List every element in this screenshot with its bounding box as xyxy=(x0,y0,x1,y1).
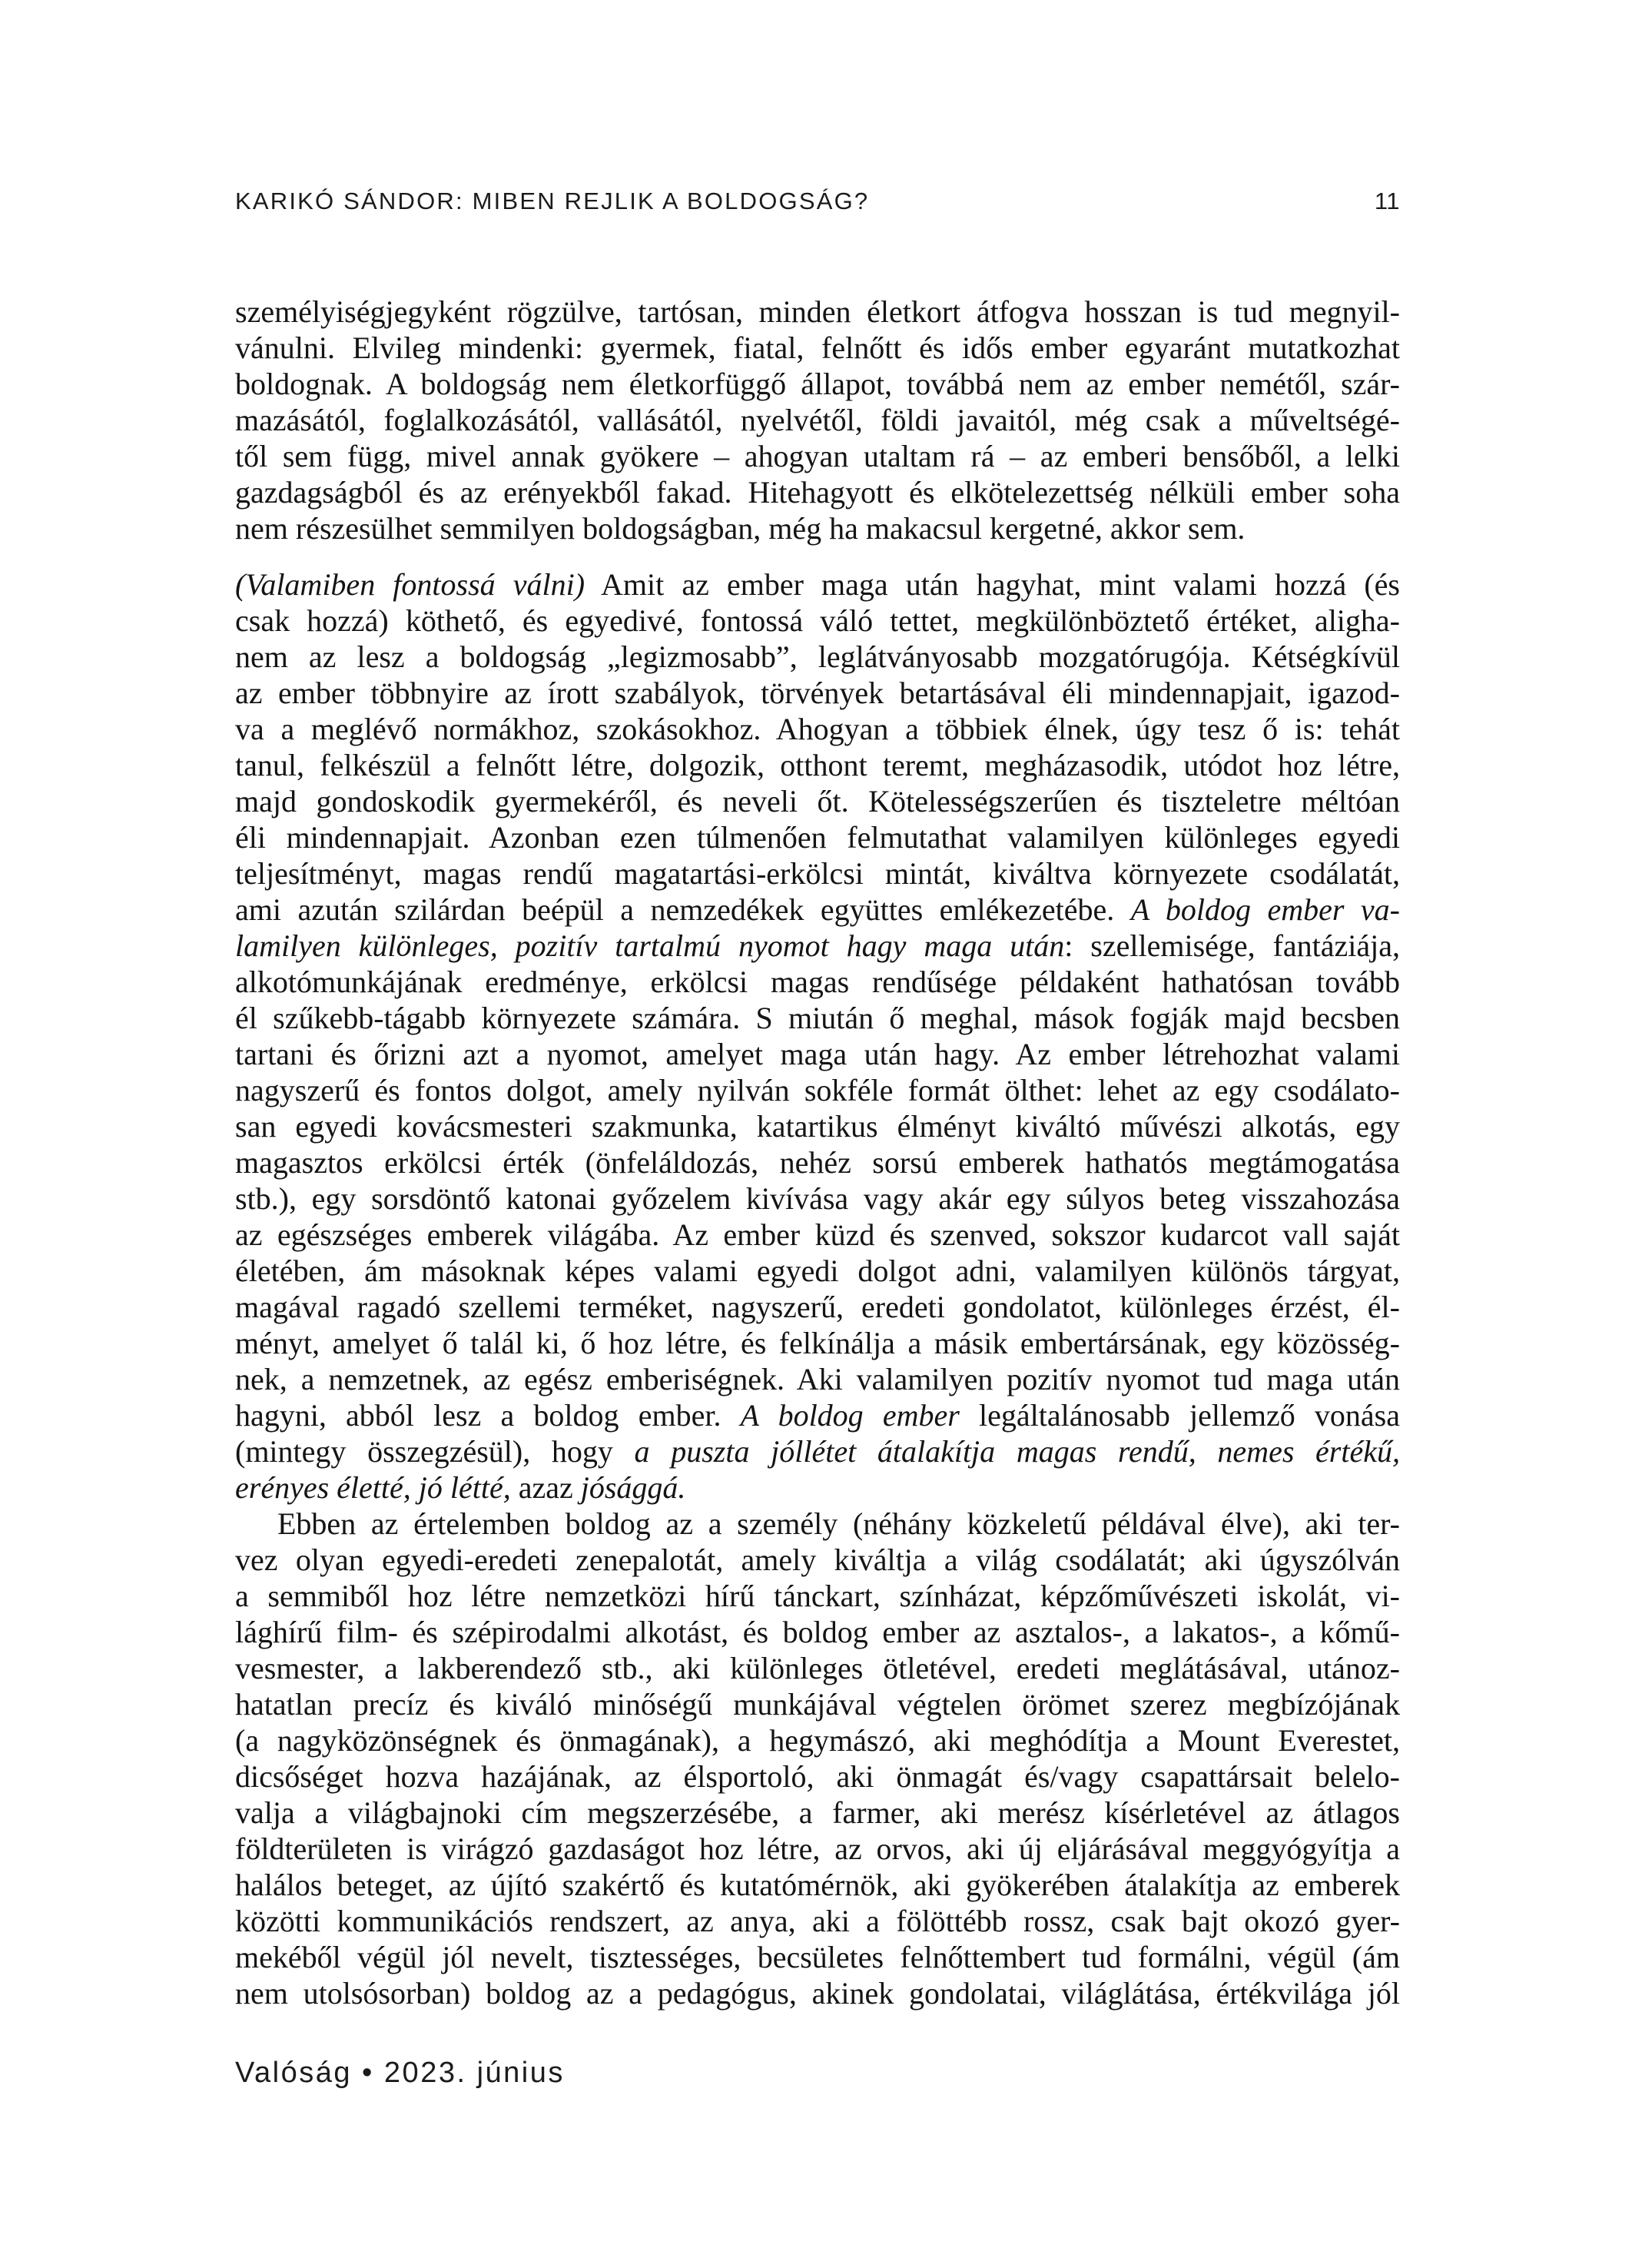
text-line: életében, ám másoknak képes valami egyedi dolgot adni, valamilyen különös tárgyat, xyxy=(235,1254,1400,1288)
text-line: erényes életté, jó létté, azaz jósággá. xyxy=(235,1470,686,1505)
header-title: KARIKÓ SÁNDOR: MIBEN REJLIK A BOLDOGSÁG? xyxy=(235,188,870,214)
page-number: 11 xyxy=(1374,188,1400,214)
text-line: (a nagyközönségnek és önmagának), a hegymászó, aki meghódítja a Mount Everestet, xyxy=(235,1723,1400,1758)
text-line: nagyszerű és fontos dolgot, amely nyilván sokféle formát ölthet: lehet az egy csodálato- xyxy=(235,1073,1400,1107)
text-line: gazdagságból és az erényekből fakad. Hitehagyott és elkötelezettség nélküli ember soha xyxy=(235,475,1400,510)
text-line: csak hozzá) köthető, és egyedivé, fontossá váló tettet, megkülönböztető értéket, aligha- xyxy=(235,603,1400,638)
text-line: va a meglévő normákhoz, szokásokhoz. Ahogyan a többiek élnek, úgy tesz ő is: tehát xyxy=(235,712,1400,746)
paragraph xyxy=(235,566,1400,1506)
text-line: nem az lesz a boldogság „legizmosabb”, leglátványosabb mozgatórugója. Kétségkívül xyxy=(235,639,1400,674)
text-line: valja a világbajnoki cím megszerzésébe, a farmer, aki merész kísérletével az átlagos xyxy=(235,1795,1400,1830)
text-line: magasztos erkölcsi érték (önfeláldozás, nehéz sorsú emberek hathatós megtámogatása xyxy=(235,1145,1400,1180)
footer-text: Valóság • 2023. június xyxy=(235,2057,565,2089)
text-line: nek, a nemzetnek, az egész emberiségnek. Aki valamilyen pozitív nyomot tud maga után xyxy=(235,1362,1400,1396)
text-line: tartani és őrizni azt a nyomot, amelyet maga után hagy. Az ember létrehozhat valami xyxy=(235,1037,1400,1071)
text-line: a semmiből hoz létre nemzetközi hírű tánckart, színházat, képzőművészeti iskolát, vi- xyxy=(235,1579,1400,1613)
text-line: stb.), egy sorsdöntő katonai győzelem kivívása vagy akár egy súlyos beteg visszahozása xyxy=(235,1181,1400,1216)
text-line: dicsőséget hozva hazájának, az élsportoló, aki önmagát és/vagy csapattársait belelo- xyxy=(235,1759,1400,1794)
text-line: lághírű film- és szépirodalmi alkotást, és boldog ember az asztalos-, a lakatos-, a kőmű- xyxy=(235,1615,1400,1649)
text-line: vánulni. Elvileg mindenki: gyermek, fiatal, felnőtt és idős ember egyaránt mutatkozhat xyxy=(235,330,1400,365)
text-line: él szűkebb-tágabb környezete számára. S miután ő meghal, mások fogják majd becsben xyxy=(235,1001,1400,1035)
paragraph xyxy=(235,1506,1400,2011)
text-line: tanul, felkészül a felnőtt létre, dolgozik, otthont teremt, megházasodik, utódot hoz létre, xyxy=(235,748,1400,782)
text-line: személyiségjegyként rögzülve, tartósan, minden életkort átfogva hosszan is tud megnyil- xyxy=(235,294,1400,329)
text-line: teljesítményt, magas rendű magatartási-erkölcsi mintát, kiváltva környezete csodálatát, xyxy=(235,856,1400,891)
text-line: az ember többnyire az írott szabályok, törvények betartásával éli mindennapjait, igazod- xyxy=(235,676,1400,710)
text-line: mekéből végül jól nevelt, tisztességes, becsületes felnőttembert tud formálni, végül (ám xyxy=(235,1940,1400,1974)
text-line: hagyni, abból lesz a boldog ember. A boldog ember legáltalánosabb jellemző vonása xyxy=(235,1398,1400,1433)
text-line: halálos beteget, az újító szakértő és kutatómérnök, aki gyökerében átalakítja az emberek xyxy=(235,1868,1400,1902)
text-line: boldognak. A boldogság nem életkorfüggő állapot, továbbá nem az ember nemétől, szár- xyxy=(235,367,1400,401)
text-line: hatatlan precíz és kiváló minőségű munkájával végtelen örömet szerez megbízójának xyxy=(235,1687,1400,1722)
text-line: közötti kommunikációs rendszert, az anya, aki a fölöttébb rossz, csak bajt okozó gyer- xyxy=(235,1904,1400,1938)
text-line: vesmester, a lakberendező stb., aki különleges ötletével, eredeti meglátásával, utánoz- xyxy=(235,1651,1400,1685)
text-line: éli mindennapjait. Azonban ezen túlmenően felmutathat valamilyen különleges egyedi xyxy=(235,820,1400,855)
text-line: mazásától, foglalkozásától, vallásától, nyelvétől, földi javaitól, még csak a műveltségé- xyxy=(235,403,1400,437)
text-line: nem részesülhet semmilyen boldogságban, még ha makacsul kergetné, akkor sem. xyxy=(235,511,1246,546)
text-line: től sem függ, mivel annak gyökere – ahogyan utaltam rá – az emberi bensőből, a lelki xyxy=(235,439,1400,473)
text-line: ami azután szilárdan beépül a nemzedékek együttes emlékezetébe. A boldog ember va- xyxy=(235,892,1401,927)
text-line: földterületen is virágzó gazdaságot hoz létre, az orvos, aki új eljárásával meggyógyítja a xyxy=(235,1831,1400,1866)
text-line: Ebben az értelemben boldog az a személy (néhány közkeletű példával élve), aki ter- xyxy=(277,1506,1400,1541)
text-line: az egészséges emberek világába. Az ember küzd és szenved, sokszor kudarcot vall saját xyxy=(235,1217,1400,1252)
text-line: majd gondoskodik gyermekéről, és neveli őt. Kötelességszerűen és tiszteletre méltóan xyxy=(235,784,1400,819)
text-line: magával ragadó szellemi terméket, nagyszerű, eredeti gondolatot, különleges érzést, él- xyxy=(235,1290,1400,1324)
text-line: (mintegy összegzésül), hogy a puszta jóllétet átalakítja magas rendű, nemes értékű, xyxy=(235,1434,1400,1469)
text-line: vez olyan egyedi-eredeti zenepalotát, amely kiváltja a világ csodálatát; aki úgyszólván xyxy=(235,1542,1400,1577)
paragraph xyxy=(235,294,1400,546)
text-line: lamilyen különleges, pozitív tartalmú nyomot hagy maga után: szellemisége, fantáziája, xyxy=(235,928,1401,963)
text-line: nem utolsósorban) boldog az a pedagógus, akinek gondolatai, világlátása, értékvilága jól xyxy=(235,1976,1400,2011)
text-line: san egyedi kovácsmesteri szakmunka, katartikus élményt kiváltó művészi alkotás, egy xyxy=(235,1109,1400,1144)
text-line: alkotómunkájának eredménye, erkölcsi magas rendűsége példaként hathatósan tovább xyxy=(235,965,1400,999)
text-line: (Valamiben fontossá válni) Amit az ember maga után hagyhat, mint valami hozzá (és xyxy=(235,567,1400,602)
text-line: ményt, amelyet ő talál ki, ő hoz létre, és felkínálja a másik embertársának, egy közösség- xyxy=(235,1326,1400,1360)
running-header xyxy=(235,188,1400,215)
running-footer xyxy=(235,2057,565,2090)
body-text xyxy=(235,294,1400,2011)
